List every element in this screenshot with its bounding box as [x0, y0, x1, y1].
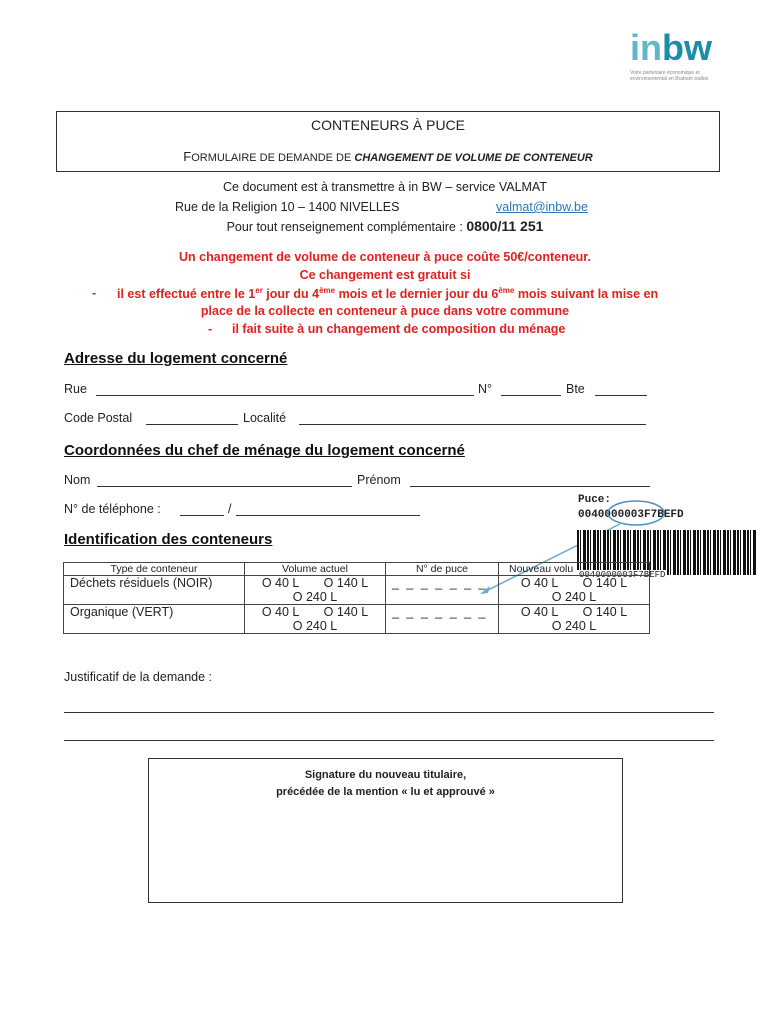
justification-label: Justificatif de la demande : — [64, 670, 212, 684]
row-volume-options[interactable]: O 40 L O 140 L O 240 L — [245, 576, 386, 605]
warning-bullet-1: il est effectué entre le 1er jour du 4ème mois et le dernier jour du 6ème mois suivant la mise en — [117, 286, 659, 302]
address-heading: Adresse du logement concerné — [64, 350, 288, 367]
col-new-volume: Nouveau volu — [499, 563, 650, 576]
warning-bullet-1-cont: place de la collecte en conteneur à puce dans votre commune — [200, 304, 570, 318]
row-volume-options[interactable]: O 40 L O 140 L O 240 L — [245, 605, 386, 634]
justification-line-1[interactable] — [64, 712, 714, 713]
justification-line-2[interactable] — [64, 740, 714, 741]
col-volume: Volume actuel — [245, 563, 386, 576]
signature-box[interactable] — [148, 758, 623, 903]
transmit-line: Ce document est à transmettre à in BW – service VALMAT — [223, 180, 547, 194]
col-puce: N° de puce — [386, 563, 499, 576]
code-postal-label: Code Postal — [64, 411, 133, 425]
warning-bullet-dash-2: - — [208, 322, 213, 336]
telephone-prefix-field[interactable] — [180, 515, 224, 516]
form-title: CONTENEURS À PUCE — [310, 117, 466, 133]
bte-label: Bte — [566, 382, 585, 396]
phone-number: 0800/11 251 — [466, 218, 544, 234]
numero-label: N° — [478, 382, 493, 396]
telephone-separator: / — [228, 502, 232, 516]
warning-free: Ce changement est gratuit si — [299, 268, 471, 282]
puce-example-label: Puce: — [578, 494, 612, 506]
row-type: Organique (VERT) — [64, 605, 245, 634]
warning-bullet-2: il fait suite à un changement de composition du ménage — [232, 322, 566, 336]
title-box — [56, 111, 720, 172]
puce-ellipse — [608, 501, 664, 525]
logo-bw: bw — [662, 27, 712, 68]
col-type: Type de conteneur — [64, 563, 245, 576]
row-puce-field[interactable]: _ _ _ _ _ _ _ — [386, 605, 499, 634]
table-row — [64, 576, 650, 605]
localite-label: Localité — [243, 411, 287, 425]
containers-table — [63, 562, 650, 634]
logo-in: in — [630, 27, 662, 68]
row-new-volume-options[interactable]: O 40 L O 140 L O 240 L — [499, 576, 650, 605]
table-row — [64, 605, 650, 634]
email-link[interactable]: valmat@inbw.be — [496, 200, 588, 214]
info-line: Pour tout renseignement complémentaire : 0800/11 251 — [226, 218, 544, 234]
row-type: Déchets résiduels (NOIR) — [64, 576, 245, 605]
warning-bullet-dash: - — [92, 286, 97, 300]
form-subtitle: FORMULAIRE DE DEMANDE DE CHANGEMENT DE VOLUME DE CONTENEUR — [183, 149, 593, 164]
containers-heading: Identification des conteneurs — [64, 531, 273, 548]
telephone-number-field[interactable] — [236, 515, 420, 516]
telephone-label: N° de téléphone : — [64, 502, 161, 516]
chef-heading: Coordonnées du chef de ménage du logement concerné — [64, 442, 465, 459]
rue-field[interactable] — [96, 395, 474, 396]
row-new-volume-options[interactable]: O 40 L O 140 L O 240 L — [499, 605, 650, 634]
prenom-label: Prénom — [357, 473, 401, 487]
rue-label: Rue — [64, 382, 87, 396]
code-postal-field[interactable] — [146, 424, 238, 425]
inbw-logo — [630, 27, 725, 96]
barcode-caption: 0040000003F7BEFD — [579, 570, 666, 580]
row-puce-field[interactable]: _ _ _ _ _ _ _ — [386, 576, 499, 605]
warning-cost: Un changement de volume de conteneur à puce coûte 50€/conteneur. — [179, 250, 591, 264]
address-line: Rue de la Religion 10 – 1400 NIVELLES — [175, 200, 400, 214]
numero-field[interactable] — [501, 395, 561, 396]
logo-tagline: Votre partenaire économique et environnemental en Brabant wallon — [630, 70, 709, 82]
localite-field[interactable] — [299, 424, 646, 425]
signature-instructions: Signature du nouveau titulaire, précédée de la mention « lu et approuvé » — [276, 769, 495, 798]
nom-label: Nom — [64, 473, 91, 487]
puce-example-code: 0040000003F7BEFD — [578, 509, 684, 521]
prenom-field[interactable] — [410, 486, 650, 487]
nom-field[interactable] — [97, 486, 352, 487]
bte-field[interactable] — [595, 395, 647, 396]
